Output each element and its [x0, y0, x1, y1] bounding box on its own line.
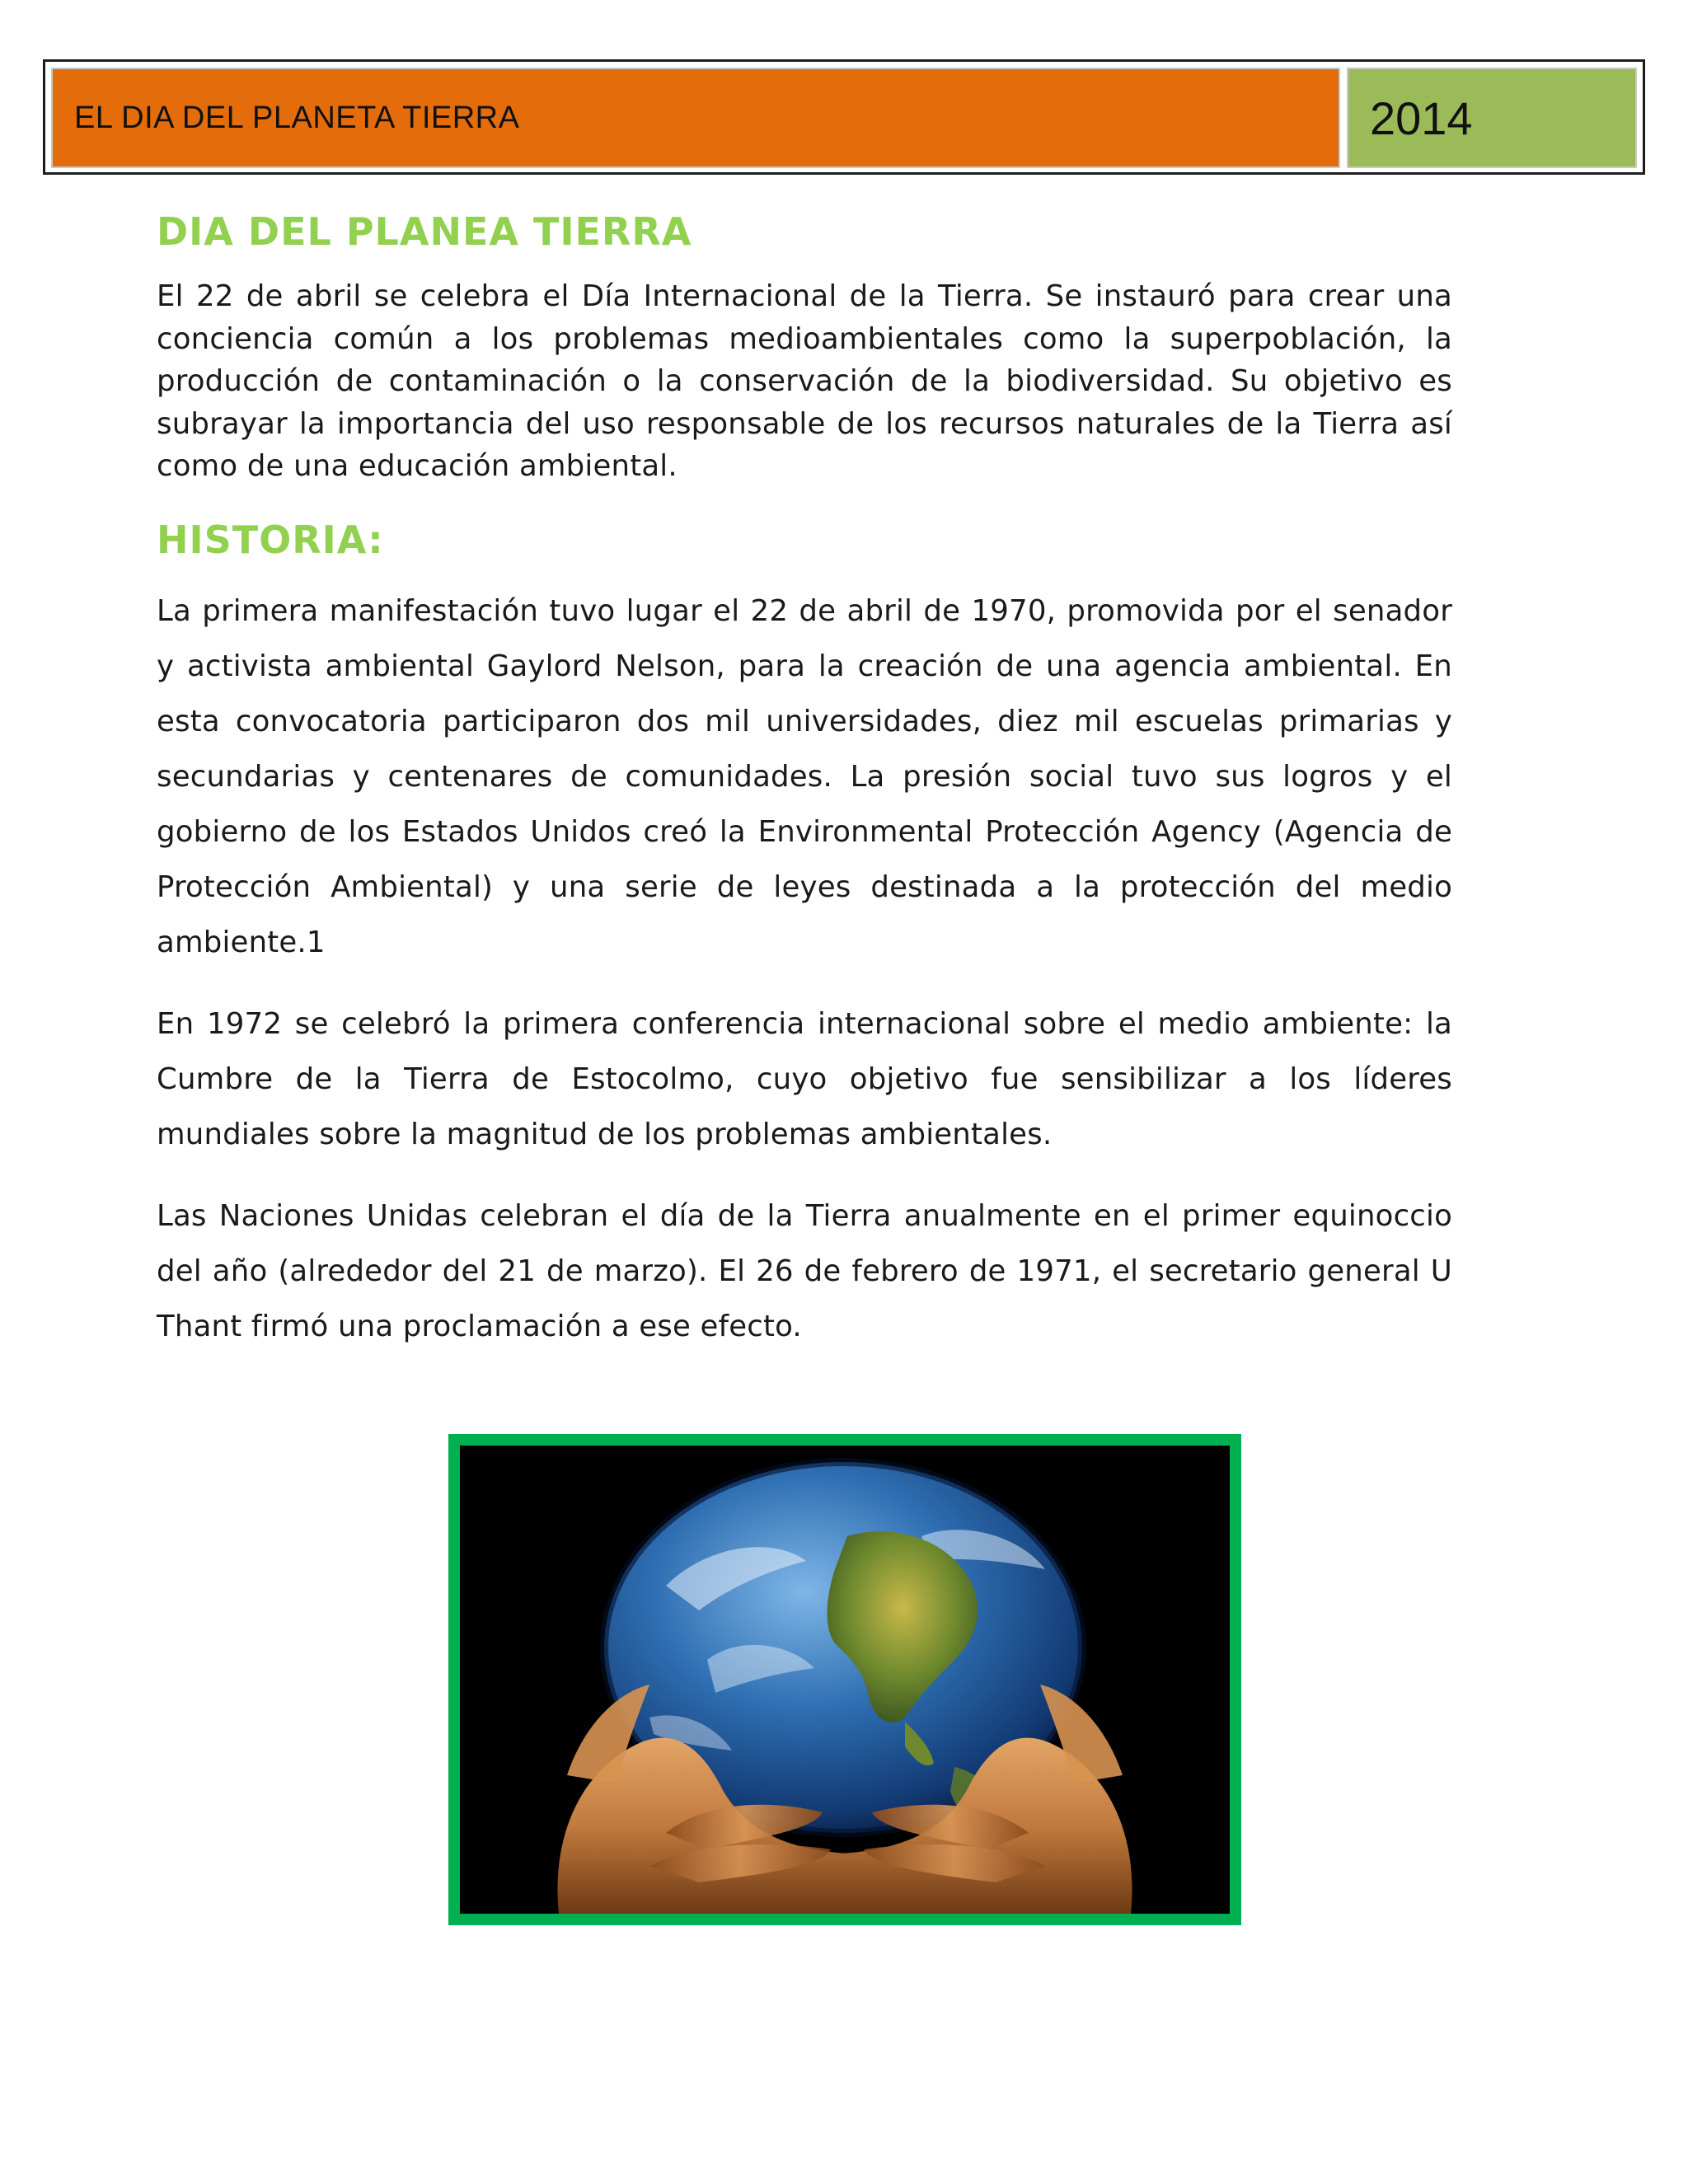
intro-paragraph: El 22 de abril se celebra el Día Internacional de la Tierra. Se instauró para crear una conciencia común a los problemas medioambientales como la superpoblación, la producción de contaminación o la conservación de la biodiversidad. Su objetivo es subrayar la importancia del uso responsable de los recursos naturales de la Tierra así como de una educación ambiental.	[157, 279, 1452, 483]
earth-in-hands-image	[460, 1446, 1230, 1914]
header-year: 2014	[1370, 91, 1473, 144]
header-title: EL DIA DEL PLANETA TIERRA	[74, 100, 520, 135]
history-paragraph-2: En 1972 se celebró la primera conferencia internacional sobre el medio ambiente: la Cumbre de la Tierra de Estocolmo, cuyo objetivo fue sensibilizar a los líderes mundiales sobre la magnitud de los problemas ambientales.	[157, 1006, 1452, 1151]
history-paragraph-3: Las Naciones Unidas celebran el día de la Tierra anualmente en el primer equinoccio del año (alrededor del 21 de marzo). El 26 de febrero de 1971, el secretario general U Thant firmó una proclamación a ese efecto.	[157, 1198, 1452, 1343]
earth-in-hands-illustration	[460, 1446, 1230, 1914]
header-title-band	[51, 68, 1340, 168]
header-year-band	[1347, 68, 1637, 168]
article-heading: DIA DEL PLANEA TIERRA	[157, 209, 692, 254]
history-paragraph-1: La primera manifestación tuvo lugar el 22 de abril de 1970, promovida por el senador y activista ambiental Gaylord Nelson, para la creación de una agencia ambiental. En esta convocatoria participaron dos mil universidades, diez mil escuelas primarias y secundarias y centenares de comunidades. La presión social tuvo sus logros y el gobierno de los Estados Unidos creó la Environmental Protección Agency (Agencia de Protección Ambiental) y una serie de leyes destinada a la protección del medio ambiente.1	[157, 593, 1452, 959]
article-content	[157, 198, 1452, 1380]
history-heading: HISTORIA:	[157, 517, 384, 562]
earth-image-frame	[448, 1434, 1241, 1925]
